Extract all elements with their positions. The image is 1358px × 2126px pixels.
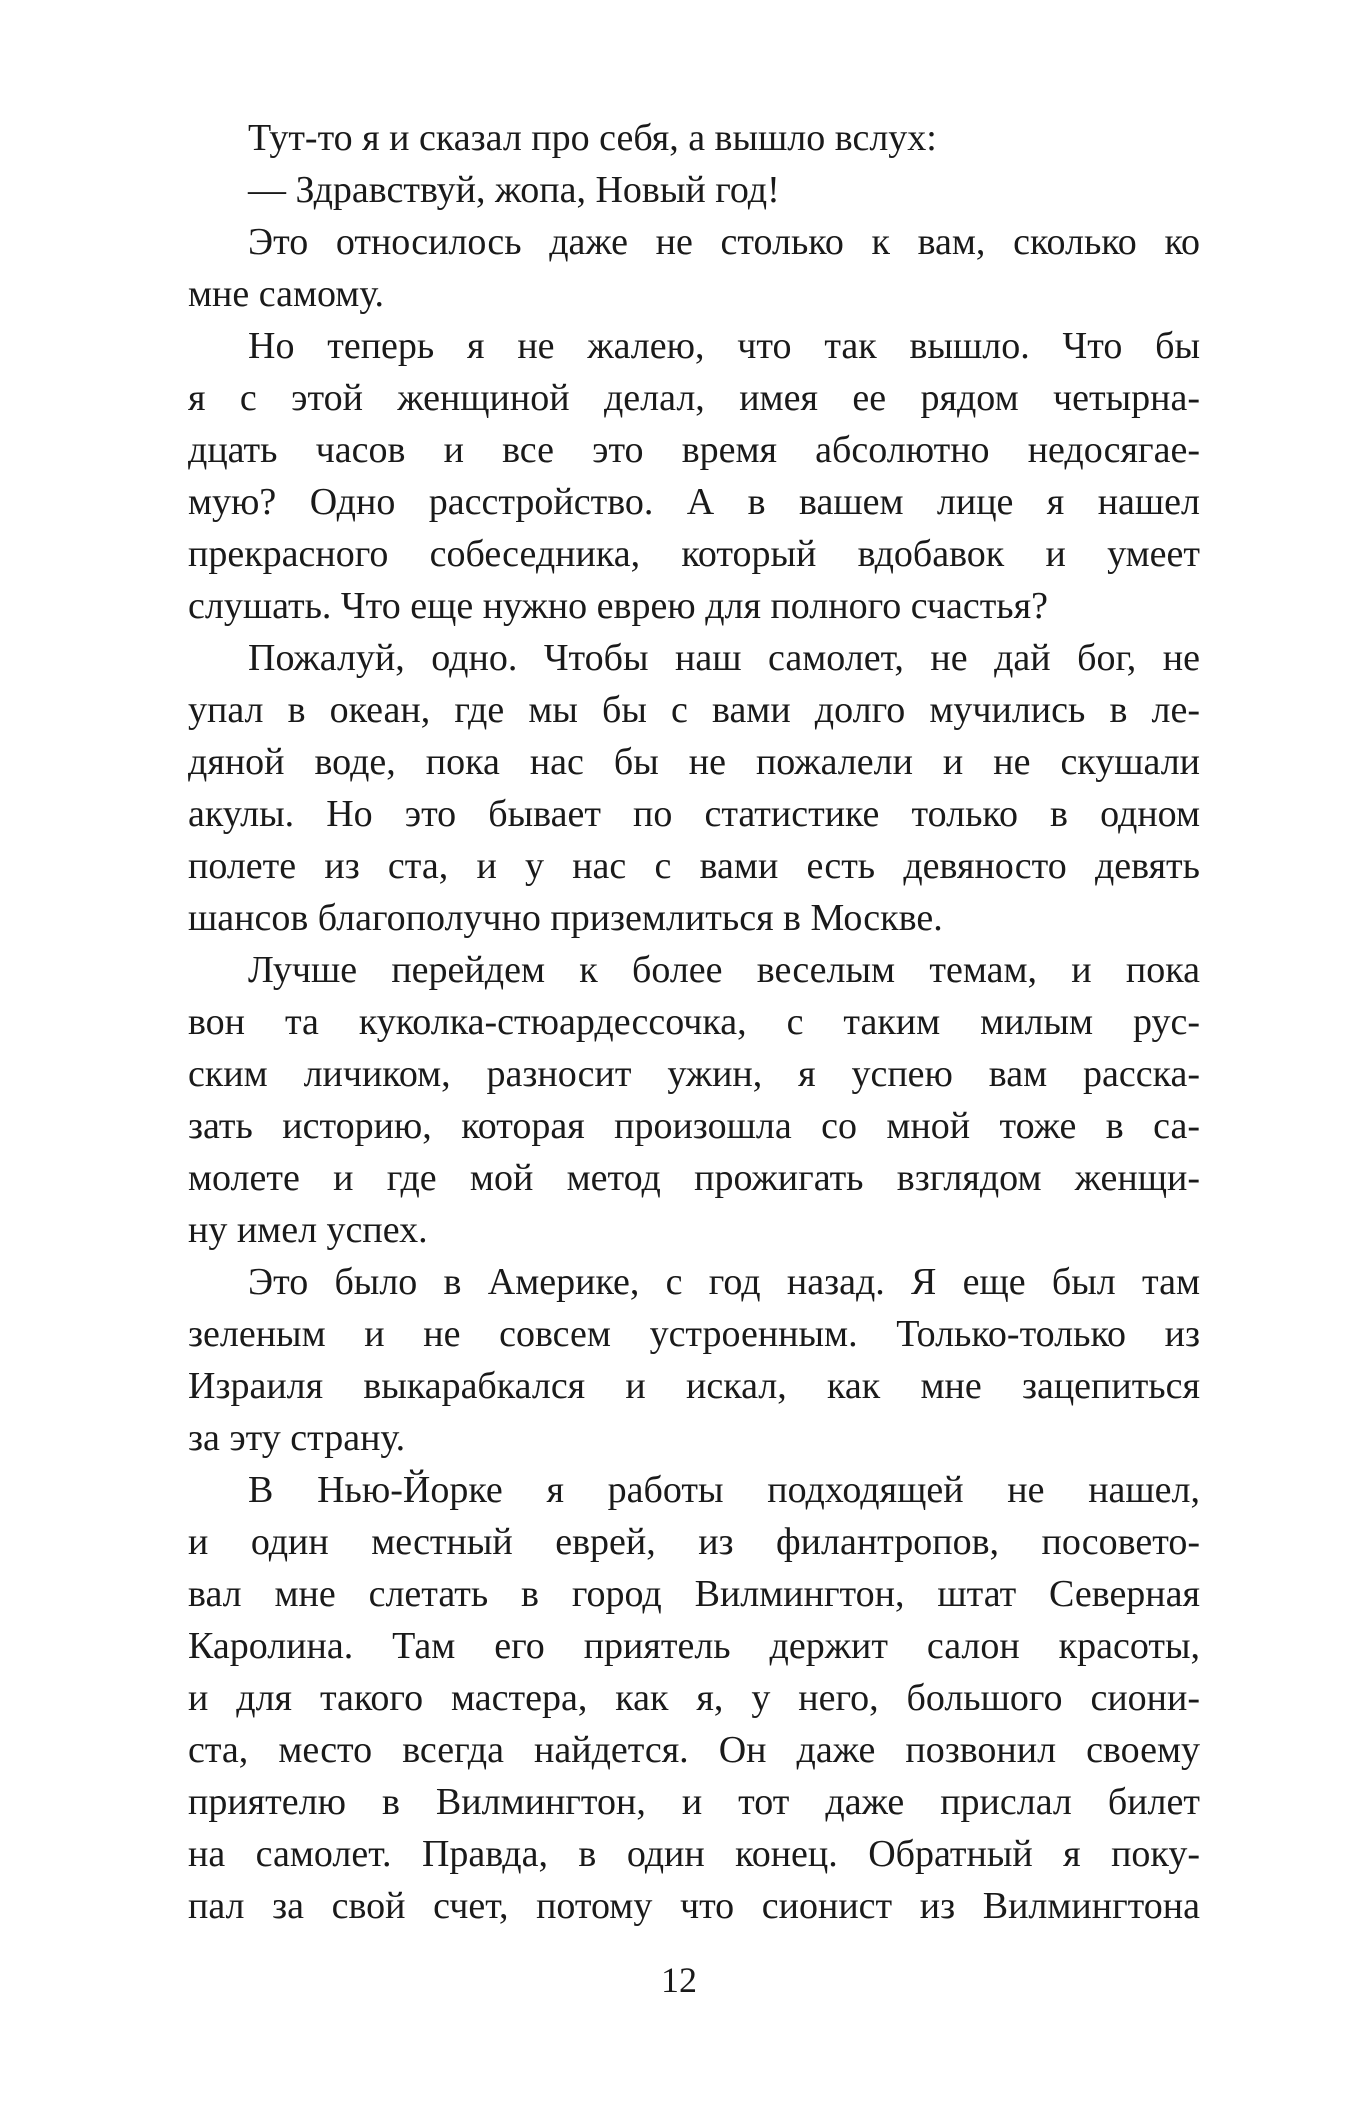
text-line: Это относилось даже не столько к вам, сколько ко: [248, 221, 1200, 263]
text-line: ста, место всегда найдется. Он даже позвонил своему: [188, 1729, 1200, 1771]
text-line: упал в океан, где мы бы с вами долго мучились в ле-: [188, 689, 1200, 731]
text-line: на самолет. Правда, в один конец. Обратный я поку-: [188, 1833, 1200, 1875]
text-line: ским личиком, разносит ужин, я успею вам расска-: [188, 1053, 1200, 1095]
text-line: полете из ста, и у нас с вами есть девяносто девять: [188, 845, 1200, 887]
text-line: дяной воде, пока нас бы не пожалели и не скушали: [188, 741, 1200, 783]
body-text: [188, 112, 1200, 1932]
text-line: Тут-то я и сказал про себя, а вышло вслух:: [248, 117, 937, 159]
text-line: Израиля выкарабкался и искал, как мне зацепиться: [188, 1365, 1200, 1407]
text-line: Пожалуй, одно. Чтобы наш самолет, не дай бог, не: [248, 637, 1200, 679]
text-line: прекрасного собеседника, который вдобавок и умеет: [188, 533, 1200, 575]
text-line: — Здравствуй, жопа, Новый год!: [248, 169, 780, 211]
text-line: В Нью-Йорке я работы подходящей не нашел,: [248, 1469, 1200, 1511]
text-line: за эту страну.: [188, 1417, 406, 1459]
text-line: зеленым и не совсем устроенным. Только-только из: [188, 1313, 1200, 1355]
text-line: вал мне слетать в город Вилмингтон, штат Северная: [188, 1573, 1200, 1615]
text-line: пал за свой счет, потому что сионист из Вилмингтона: [188, 1885, 1200, 1927]
text-line: мую? Одно расстройство. А в вашем лице я нашел: [188, 481, 1200, 523]
text-line: и для такого мастера, как я, у него, большого сиони-: [188, 1677, 1200, 1719]
text-line: приятелю в Вилмингтон, и тот даже прислал билет: [188, 1781, 1200, 1823]
page-number: 12: [661, 1960, 697, 2000]
text-line: Это было в Америке, с год назад. Я еще был там: [248, 1261, 1200, 1303]
text-line: шансов благополучно приземлиться в Москве.: [188, 897, 943, 939]
text-line: ну имел успех.: [188, 1209, 428, 1251]
text-line: Лучше перейдем к более веселым темам, и пока: [248, 949, 1200, 991]
text-line: дцать часов и все это время абсолютно недосягае-: [188, 429, 1200, 471]
text-line: слушать. Что еще нужно еврею для полного счастья?: [188, 585, 1048, 627]
text-line: я с этой женщиной делал, имея ее рядом четырна-: [188, 377, 1200, 419]
text-line: вон та куколка-стюардессочка, с таким милым рус-: [188, 1001, 1200, 1043]
text-line: Каролина. Там его приятель держит салон красоты,: [188, 1625, 1200, 1667]
text-line: Но теперь я не жалею, что так вышло. Что бы: [248, 325, 1200, 367]
text-line: молете и где мой метод прожигать взглядом женщи-: [188, 1157, 1200, 1199]
text-line: и один местный еврей, из филантропов, посовето-: [188, 1521, 1200, 1563]
text-line: мне самому.: [188, 273, 385, 315]
text-line: зать историю, которая произошла со мной тоже в са-: [188, 1105, 1200, 1147]
text-line: акулы. Но это бывает по статистике только в одном: [188, 793, 1200, 835]
